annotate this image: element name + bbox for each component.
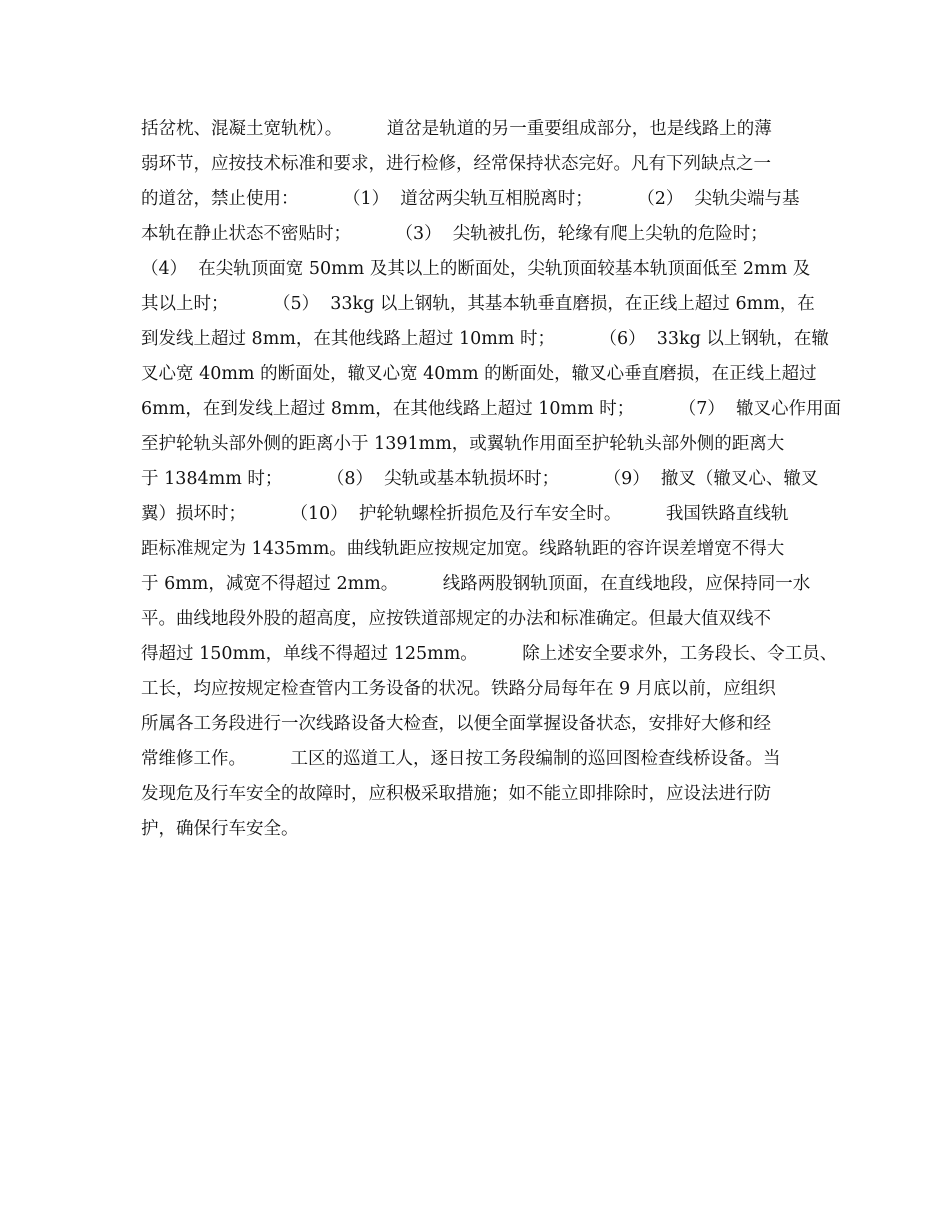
text-line: 6mm，在到发线上超过 8mm，在其他线路上超过 10mm 时； （7） 辙叉心作用面: [141, 399, 842, 419]
text-line: 发现危及行车安全的故障时，应积极采取措施；如不能立即排除时，应设法进行防: [141, 784, 771, 804]
text-line: 工长，均应按规定检查管内工务设备的状况。铁路分局每年在 9 月底以前，应组织: [141, 679, 776, 699]
text-line: （4） 在尖轨顶面宽 50mm 及其以上的断面处，尖轨顶面较基本轨顶面低至 2mm 及: [141, 259, 811, 279]
text-line: 常维修工作。 工区的巡道工人，逐日按工务段编制的巡回图检查线桥设备。当: [141, 749, 781, 769]
text-line: 的道岔，禁止使用： （1） 道岔两尖轨互相脱离时； （2） 尖轨尖端与基: [141, 189, 800, 209]
text-line: 护，确保行车安全。: [141, 819, 299, 839]
text-line: 其以上时； （5） 33kg 以上钢轨，其基本轨垂直磨损，在正线上超过 6mm，在: [141, 294, 815, 314]
text-line: 平。曲线地段外股的超高度，应按铁道部规定的办法和标准确定。但最大值双线不: [141, 609, 771, 629]
text-line: 到发线上超过 8mm，在其他线路上超过 10mm 时； （6） 33kg 以上钢轨，在辙: [141, 329, 829, 349]
text-line: 于 1384mm 时； （8） 尖轨或基本轨损坏时； （9） 撤叉（辙叉心、辙叉: [141, 469, 819, 489]
text-line: 至护轮轨头部外侧的距离小于 1391mm，或翼轨作用面至护轮轨头部外侧的距离大: [141, 434, 785, 454]
text-line: 翼）损坏时； （10） 护轮轨螺栓折损危及行车安全时。 我国铁路直线轨: [141, 504, 789, 524]
text-line: 得超过 150mm，单线不得超过 125mm。 除上述安全要求外，工务段长、令工员、: [141, 644, 838, 664]
body-text: [141, 112, 842, 847]
text-line: 括岔枕、混凝土宽轨枕）。 道岔是轨道的另一重要组成部分，也是线路上的薄: [141, 119, 772, 139]
text-line: 所属各工务段进行一次线路设备大检查，以便全面掌握设备状态，安排好大修和经: [141, 714, 771, 734]
text-line: 本轨在静止状态不密贴时； （3） 尖轨被扎伤，轮缘有爬上尖轨的危险时；: [141, 224, 768, 244]
text-line: 距标准规定为 1435mm。曲线轨距应按规定加宽。线路轨距的容许误差增宽不得大: [141, 539, 785, 559]
text-line: 于 6mm，减宽不得超过 2mm。 线路两股钢轨顶面，在直线地段，应保持同一水: [141, 574, 811, 594]
text-line: 弱环节，应按技术标准和要求，进行检修，经常保持状态完好。凡有下列缺点之一: [141, 154, 771, 174]
text-line: 叉心宽 40mm 的断面处，辙叉心宽 40mm 的断面处，辙叉心垂直磨损，在正线上超过: [141, 364, 817, 384]
